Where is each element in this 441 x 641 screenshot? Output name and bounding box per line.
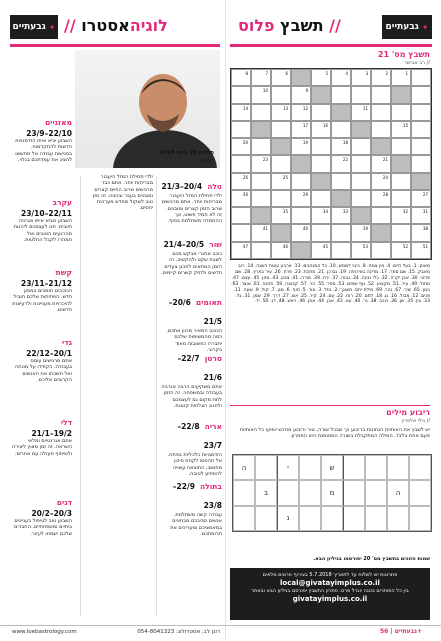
sudoku-cell[interactable] <box>409 455 431 480</box>
sign-capricorn <box>12 330 72 383</box>
sign-text: עבודה קשה משתלמת. אנשים סביבכם מבחינים במאמציכם ומעריכים את תרומתכם. <box>170 512 222 537</box>
page-number: 56 | גבעתיים+ <box>380 628 422 635</box>
sign-name: דגים <box>56 498 72 507</box>
crossword-block <box>351 121 371 138</box>
crossword-block <box>391 86 411 103</box>
astrologer-contact: רונן לב, אסטרולוג: 054-8041323 <box>137 629 220 635</box>
sign-text: ילדי תחילת המזל היעבור מבריחות יותר. אתם מרגישים שרוב הזמן קצרים ומובנים. זה לא תמיד פשוט, אך ההתמדה משתלמת בסוף. <box>161 193 222 225</box>
clue-number: 3 <box>365 71 368 76</box>
clue-number: 10 <box>262 88 268 94</box>
sign-gemini <box>160 290 222 353</box>
star-icon: ✦ <box>421 22 429 32</box>
sign-name: עקרב <box>52 198 72 207</box>
crossword-cell[interactable] <box>251 173 271 190</box>
sudoku-cell[interactable]: ה <box>387 480 409 505</box>
crossword-grid <box>230 68 432 260</box>
sudoku-cell[interactable] <box>343 455 365 480</box>
sign-name: תאומים <box>195 298 222 307</box>
crossword-block <box>331 190 351 207</box>
clue-number: 8 <box>245 71 248 76</box>
sudoku-cell[interactable] <box>409 506 431 531</box>
crossword-cell[interactable] <box>271 207 291 224</box>
crossword-block <box>311 173 331 190</box>
crossword-cell[interactable] <box>371 190 391 207</box>
astrologer-photo <box>75 50 220 168</box>
title-main: אסטרו <box>81 16 130 35</box>
crossword-cell[interactable] <box>291 104 311 121</box>
crossword-cell[interactable] <box>411 69 431 86</box>
clue-number: 23 <box>262 157 268 163</box>
sudoku-cell[interactable] <box>387 506 409 531</box>
crossword-cell[interactable] <box>231 69 251 86</box>
sudoku-cell[interactable] <box>255 455 277 480</box>
sudoku-instructions: יש לשבץ את האותיות הנתונות בריבוע כך שבכל שורה, טור וריבוע מודגש יופיעו כל האותיות פעם אחת בלבד. המילה המתקבלת בשורה המסומנת היא הפתרון. <box>239 427 430 440</box>
crossword-cell[interactable] <box>291 173 311 190</box>
crossword-cell[interactable] <box>271 69 291 86</box>
clue-number: 18 <box>342 140 348 146</box>
crossword-block <box>331 104 351 121</box>
sign-name: מאזניים <box>45 118 72 127</box>
sudoku-cell[interactable] <box>299 455 321 480</box>
crossword-cell[interactable] <box>331 242 351 259</box>
sign-pisces <box>12 490 72 537</box>
sign-virgo <box>160 474 222 537</box>
clue-number: 35 <box>282 209 288 215</box>
sign-cancer <box>160 346 222 409</box>
sign-dates: 22/7–21/6 <box>177 354 222 382</box>
crossword-block <box>291 242 311 259</box>
clue-number: 47 <box>242 243 248 249</box>
sign-dates: 20/6–21/5 <box>168 298 222 326</box>
crossword-cell[interactable] <box>371 173 391 190</box>
page-footer <box>0 625 441 641</box>
crossword-cell[interactable] <box>351 224 371 241</box>
sign-dates: 20/3–20/2 <box>31 509 72 518</box>
sign-dates: 20/4–21/3 <box>161 182 203 191</box>
crossword-cell[interactable] <box>291 138 311 155</box>
crossword-cell[interactable] <box>311 104 331 121</box>
sign-text: אתם אנרגטיים ומלאי השראה. זה זמן מצוין ליצירה ולשיתוף פעולה עם אחרים. <box>11 438 72 457</box>
column-divider <box>156 176 157 616</box>
crossword-cell[interactable] <box>351 190 371 207</box>
sudoku-cell[interactable]: מ <box>321 480 343 505</box>
crossword-cell[interactable] <box>311 190 331 207</box>
clue-number: 46 <box>282 243 288 249</box>
crossword-cell[interactable] <box>411 242 431 259</box>
crossword-cell[interactable] <box>391 121 411 138</box>
clue-number: 25 <box>282 174 288 180</box>
clue-number: 31 <box>422 209 428 215</box>
submission-site[interactable]: givatayimplus.co.il <box>292 595 368 603</box>
crossword-cell[interactable] <box>331 86 351 103</box>
crossword-cell[interactable] <box>371 104 391 121</box>
sudoku-cell[interactable]: ה <box>233 455 255 480</box>
sign-dates: 22/10–23/9 <box>26 129 72 138</box>
crossword-cell[interactable] <box>351 155 371 172</box>
clue-number: 39 <box>362 226 368 232</box>
crossword-cell[interactable] <box>331 224 351 241</box>
section-divider <box>230 405 430 406</box>
clue-number: 27 <box>422 191 428 197</box>
crossword-cell[interactable] <box>231 242 251 259</box>
crossword-cell[interactable] <box>391 207 411 224</box>
sudoku-cell[interactable] <box>365 506 387 531</box>
crossword-cell[interactable] <box>391 104 411 121</box>
left-section-title <box>64 16 168 35</box>
sudoku-cell[interactable] <box>299 506 321 531</box>
slash-decoration: // <box>64 16 76 35</box>
sign-name: דלי <box>60 418 72 427</box>
crossword-cell[interactable] <box>291 86 311 103</box>
clue-number: 7 <box>265 71 268 76</box>
crossword-clues: מאוזן: 1. בעל חיים. 4. מין צמח. 8. כינוי לשמש. 10. כל המנהגים. 13. ארבע עונות השנה. 14. רוב מאבק. 15. שם ספר. 17. מדינה באירופה. 19. גם כן. 21. מתכת. 23. פרח. 26. עיר בארץ. 28. שם פרטי. 30. אבן יקרה. 32. כלי נגינה. 34. גבוה. 37. ירח. 39. מורה. 41. צבע. 43. מזון. 45. עצם. 47. מחול. 49. עיר. 51. מקצוע. 52. גוף שמים. 53. ספר. 55. הר. 57. קבוצה. 59. תחנה. 61. אוצר. 63. ניגון. 65. שיר. 67. נהר. 69. מילת יחס. מאונך: 2. נוזל. 3. אור. 5. חוף. 6. מגן. 7. קול. 9. שעה. 11. פנים. 12. מבול. 16. גן. 18. לחם. 20. רוח. 22. עם. 24. קיר. 25. אש. 27. דרך. 29. שמן. 31. גל. 33. עין. 35. שן. 36. כוכב. 38. נר. 40. עט. 42. אבן. 44. אוזן. 46. ראש. 48. דג. 50. יד. <box>230 264 430 305</box>
clue-number: 14 <box>242 105 248 111</box>
crossword-cell[interactable] <box>371 69 391 86</box>
title-accent: פלוס <box>238 16 275 35</box>
crossword-cell[interactable] <box>371 242 391 259</box>
crossword-cell[interactable] <box>391 173 411 190</box>
crossword-cell[interactable] <box>271 104 291 121</box>
submission-text-2: בין כל הפותרים נכונה יוגרל פרס. פתרון התשבץ יפורסם בגיליון הבא ובאתר <box>251 588 409 594</box>
sudoku-cell[interactable] <box>233 506 255 531</box>
crossword-cell[interactable] <box>311 69 331 86</box>
clue-number: 20 <box>242 140 248 146</box>
sudoku-cell[interactable] <box>299 480 321 505</box>
crossword-block <box>271 138 291 155</box>
sign-taurus <box>160 232 222 276</box>
clue-number: 22 <box>342 157 348 163</box>
sudoku-cell[interactable] <box>365 455 387 480</box>
clue-number: 34 <box>322 209 328 215</box>
sudoku-cell[interactable] <box>409 480 431 505</box>
sign-dates: 20/1–22/12 <box>26 349 72 358</box>
left-pink-bar <box>10 44 220 47</box>
title-main: תשבץ <box>280 16 324 35</box>
clue-number: 13 <box>282 105 288 111</box>
sudoku-grid <box>232 454 432 532</box>
clue-number: 5 <box>325 71 328 76</box>
crossword-cell[interactable] <box>391 190 411 207</box>
crossword-cell[interactable] <box>351 242 371 259</box>
crossword-cell[interactable] <box>231 224 251 241</box>
crossword-cell[interactable] <box>371 155 391 172</box>
slash-decoration: // <box>329 16 341 35</box>
crossword-cell[interactable] <box>231 207 251 224</box>
crossword-cell[interactable] <box>231 155 251 172</box>
crossword-cell[interactable] <box>331 173 351 190</box>
crossword-cell[interactable] <box>391 69 411 86</box>
sign-name: טלה <box>207 182 222 191</box>
crossword-cell[interactable] <box>251 190 271 207</box>
sign-text: אתם מרגישים עומס בעבודה. הקפידו על מנוחה ואל תשכחו את האנשים הקרובים אליכם. <box>14 358 72 383</box>
sign-dates: 19/2–21/1 <box>31 429 72 438</box>
sudoku-cell[interactable] <box>343 480 365 505</box>
sign-name: קשת <box>55 268 72 277</box>
photo-name: רונן לב <box>199 158 214 164</box>
crossword-cell[interactable] <box>231 138 251 155</box>
sign-aquarius <box>12 410 72 457</box>
crossword-cell[interactable] <box>311 242 331 259</box>
clue-number: 12 <box>302 105 308 111</box>
crossword-cell[interactable] <box>371 121 391 138</box>
sign-text: הכוכבים תומכים במסע חדש. הפתיחות שלכם תוביל להיכרויות מעניינות ולרעיונות חדשים. <box>12 288 72 313</box>
clue-number: 38 <box>422 226 428 232</box>
crossword-block <box>251 121 271 138</box>
clue-number: 41 <box>262 226 268 232</box>
right-pink-bar <box>230 44 432 47</box>
sudoku-cell[interactable]: נ <box>277 506 299 531</box>
crossword-cell[interactable] <box>251 155 271 172</box>
crossword-block <box>371 224 391 241</box>
crossword-cell[interactable] <box>231 173 251 190</box>
sudoku-author: // גילי אלפרין <box>401 418 430 424</box>
sign-text: כוכב אתגרי מבקש מכם לשבת שקט ולהקשיב. זה הזמן המתאים לתכנן צעדים חדשים ולחזק קשרים קיימים. <box>160 251 222 276</box>
crossword-cell[interactable] <box>411 155 431 172</box>
crossword-cell[interactable] <box>251 138 271 155</box>
crossword-cell[interactable] <box>231 104 251 121</box>
clue-number: 45 <box>322 243 328 249</box>
sign-text: השבוע מביא איתו אנרגיה חיובית. תנו לעצמכם ליהנות מהרגעים הטובים ואל תמהרו לקבל החלטות. <box>13 218 72 243</box>
crossword-cell[interactable] <box>371 207 391 224</box>
sign-leo <box>160 414 222 477</box>
sudoku-cell[interactable] <box>321 506 343 531</box>
clue-number: 9 <box>305 88 308 94</box>
crossword-cell[interactable] <box>411 86 431 103</box>
crossword-cell[interactable] <box>391 242 411 259</box>
clue-number: 6 <box>285 71 288 76</box>
clue-number: 28 <box>382 191 388 197</box>
sign-scorpio <box>12 190 72 243</box>
crossword-cell[interactable] <box>291 207 311 224</box>
crossword-cell[interactable] <box>231 190 251 207</box>
crossword-cell[interactable] <box>351 104 371 121</box>
crossword-cell[interactable] <box>351 173 371 190</box>
sudoku-cell[interactable] <box>365 480 387 505</box>
crossword-cell[interactable] <box>291 224 311 241</box>
crossword-cell[interactable] <box>251 224 271 241</box>
sign-text: הזדמנויות כלכליות בפתח. אל תהססו לקחת סיכון מחושב, התוצאה עשויה להפתיע לטובה. <box>167 452 222 477</box>
crossword-cell[interactable] <box>251 86 271 103</box>
crossword-cell[interactable] <box>311 138 331 155</box>
clue-number: 24 <box>382 174 388 180</box>
crossword-cell[interactable] <box>411 207 431 224</box>
left-badge <box>10 15 58 39</box>
sign-sagittarius <box>12 260 72 313</box>
crossword-cell[interactable] <box>351 86 371 103</box>
crossword-cell[interactable] <box>411 104 431 121</box>
submission-email[interactable]: local@givatayimplus.co.il <box>280 579 380 587</box>
crossword-cell[interactable] <box>231 121 251 138</box>
sign-name: גדי <box>62 338 72 347</box>
crossword-cell[interactable] <box>311 207 331 224</box>
crossword-block <box>251 207 271 224</box>
sign-dates: 22/9–23/8 <box>172 482 222 510</box>
submission-text: פתרונות יש לשלוח עד לתאריך 5.7.2018 בצירוף פרטים מלאים <box>262 572 398 578</box>
sign-libra <box>12 110 72 163</box>
sign-text: השבוע יביא איתו הזדמנויות חדשות להתקדמות. בפגישות עבודה אל תחששו להציג את עמדתכם בגלוי. <box>15 138 72 163</box>
sudoku-cell[interactable] <box>233 480 255 505</box>
title-accent: לוגיה <box>129 16 168 35</box>
crossword-cell[interactable] <box>331 138 351 155</box>
crossword-cell[interactable] <box>271 155 291 172</box>
crossword-cell[interactable] <box>351 69 371 86</box>
crossword-cell[interactable] <box>231 86 251 103</box>
star-icon: ✦ <box>48 22 56 32</box>
crossword-cell[interactable] <box>391 138 411 155</box>
crossword-block <box>351 207 371 224</box>
clue-number: 53 <box>362 243 368 249</box>
crossword-cell[interactable] <box>411 138 431 155</box>
crossword-cell[interactable] <box>391 224 411 241</box>
clue-number: 30 <box>242 191 248 197</box>
left-badge-label: גבעתיים <box>12 22 46 32</box>
sign-text: השבוע טוב לטיפול בעניינים ביתיים ומשפחתיים. החברים שלכם ישמחו לעזור. <box>14 518 72 537</box>
column-divider <box>80 176 81 616</box>
sign-name: שור <box>209 240 222 249</box>
astrology-site-link[interactable]: www.loebastrology.com <box>12 629 77 635</box>
sign-dates: 22/8–23/7 <box>177 422 222 450</box>
sign-text: אתם משקיעים הרבה אנרגיה בעבודה ובמשפחה. זה הזמן לתת מקום גם לעצמכם ולחגוג הצלחות קטנות. <box>161 384 222 409</box>
clue-number: 11 <box>362 105 368 111</box>
right-section-title <box>238 16 341 35</box>
crossword-cell[interactable] <box>271 190 291 207</box>
crossword-cell[interactable] <box>311 224 331 241</box>
winners-note: שמות הזוכים בתשבץ מס' 20 יפורסמו בגיליון הבא. <box>313 556 430 562</box>
clue-number: 15 <box>402 122 408 128</box>
sign-dates: 21/12–23/11 <box>21 279 72 288</box>
crossword-cell[interactable] <box>291 190 311 207</box>
crossword-cell[interactable] <box>331 155 351 172</box>
crossword-cell[interactable] <box>311 121 331 138</box>
clue-number: 26 <box>242 174 248 180</box>
clue-number: 52 <box>402 243 408 249</box>
intro-text <box>85 174 153 212</box>
crossword-block <box>371 138 391 155</box>
clue-number: 21 <box>382 157 388 163</box>
photo-caption: תחזית 28 ביוני 2018 <box>159 150 214 156</box>
crossword-block <box>411 173 431 190</box>
crossword-cell[interactable] <box>311 155 331 172</box>
crossword-cell[interactable] <box>251 69 271 86</box>
crossword-block <box>271 224 291 241</box>
crossword-cell[interactable] <box>271 121 291 138</box>
crossword-cell[interactable] <box>251 242 271 259</box>
crossword-block <box>311 86 331 103</box>
sign-aries <box>160 174 222 224</box>
crossword-cell[interactable] <box>331 207 351 224</box>
puzzle-author: // רב אבישר <box>404 60 430 66</box>
clue-number: 32 <box>402 209 408 215</box>
crossword-cell[interactable] <box>251 104 271 121</box>
clue-number: 33 <box>342 209 348 215</box>
crossword-cell[interactable] <box>371 86 391 103</box>
crossword-cell[interactable] <box>271 242 291 259</box>
sudoku-cell[interactable] <box>277 480 299 505</box>
crossword-cell[interactable] <box>351 138 371 155</box>
clue-number: 4 <box>345 71 348 76</box>
crossword-cell[interactable] <box>331 121 351 138</box>
sudoku-cell[interactable] <box>343 506 365 531</box>
crossword-block <box>291 155 311 172</box>
clue-number: 17 <box>302 122 308 128</box>
clue-number: 1 <box>405 71 408 76</box>
clue-number: 51 <box>422 243 428 249</box>
clue-number: 40 <box>302 226 308 232</box>
puzzle-title: תשבץ מס' 21 <box>377 50 430 59</box>
sign-name: אריה <box>204 422 222 431</box>
sign-name: סרטן <box>204 354 222 363</box>
clue-number: 16 <box>322 122 328 128</box>
sudoku-cell[interactable] <box>387 455 409 480</box>
intro-paragraph: ילדי תחילת המזל היעבור מבריחות יותר. אתם כבר מרגישים שרוב החיים קצרים ומובנים בעבר ובהווה. זה זמן טוב לשקול מחדש מערכות יחסים. <box>92 174 153 212</box>
sudoku-cell[interactable]: י <box>277 455 299 480</box>
sign-text: הכוכב המאיר מכוון אתכם. כמה מהמשימות שלכם יתבררו כחשובות מאוד בקרוב. <box>166 328 222 353</box>
right-badge <box>382 15 432 39</box>
clue-number: 19 <box>302 140 308 146</box>
sudoku-title: ריבוע מילים <box>386 408 430 417</box>
crossword-cell[interactable] <box>331 69 351 86</box>
crossword-cell[interactable] <box>291 121 311 138</box>
sudoku-cell[interactable] <box>255 506 277 531</box>
crossword-cell[interactable] <box>411 224 431 241</box>
right-badge-label: גבעתיים <box>385 22 419 32</box>
crossword-block <box>391 155 411 172</box>
clue-number: 2 <box>385 71 388 76</box>
crossword-cell[interactable] <box>411 121 431 138</box>
sign-name: בתולה <box>200 482 222 491</box>
sudoku-cell[interactable]: ב <box>255 480 277 505</box>
clue-number: 29 <box>302 191 308 197</box>
submission-box <box>230 568 430 620</box>
sudoku-cell[interactable]: ש <box>321 455 343 480</box>
crossword-cell[interactable] <box>271 173 291 190</box>
crossword-cell[interactable] <box>411 190 431 207</box>
crossword-cell[interactable] <box>271 86 291 103</box>
sign-dates: 20/5–21/4 <box>163 240 205 249</box>
crossword-block <box>291 69 311 86</box>
sign-dates: 22/11–23/10 <box>21 209 72 218</box>
page-fold <box>225 0 226 640</box>
